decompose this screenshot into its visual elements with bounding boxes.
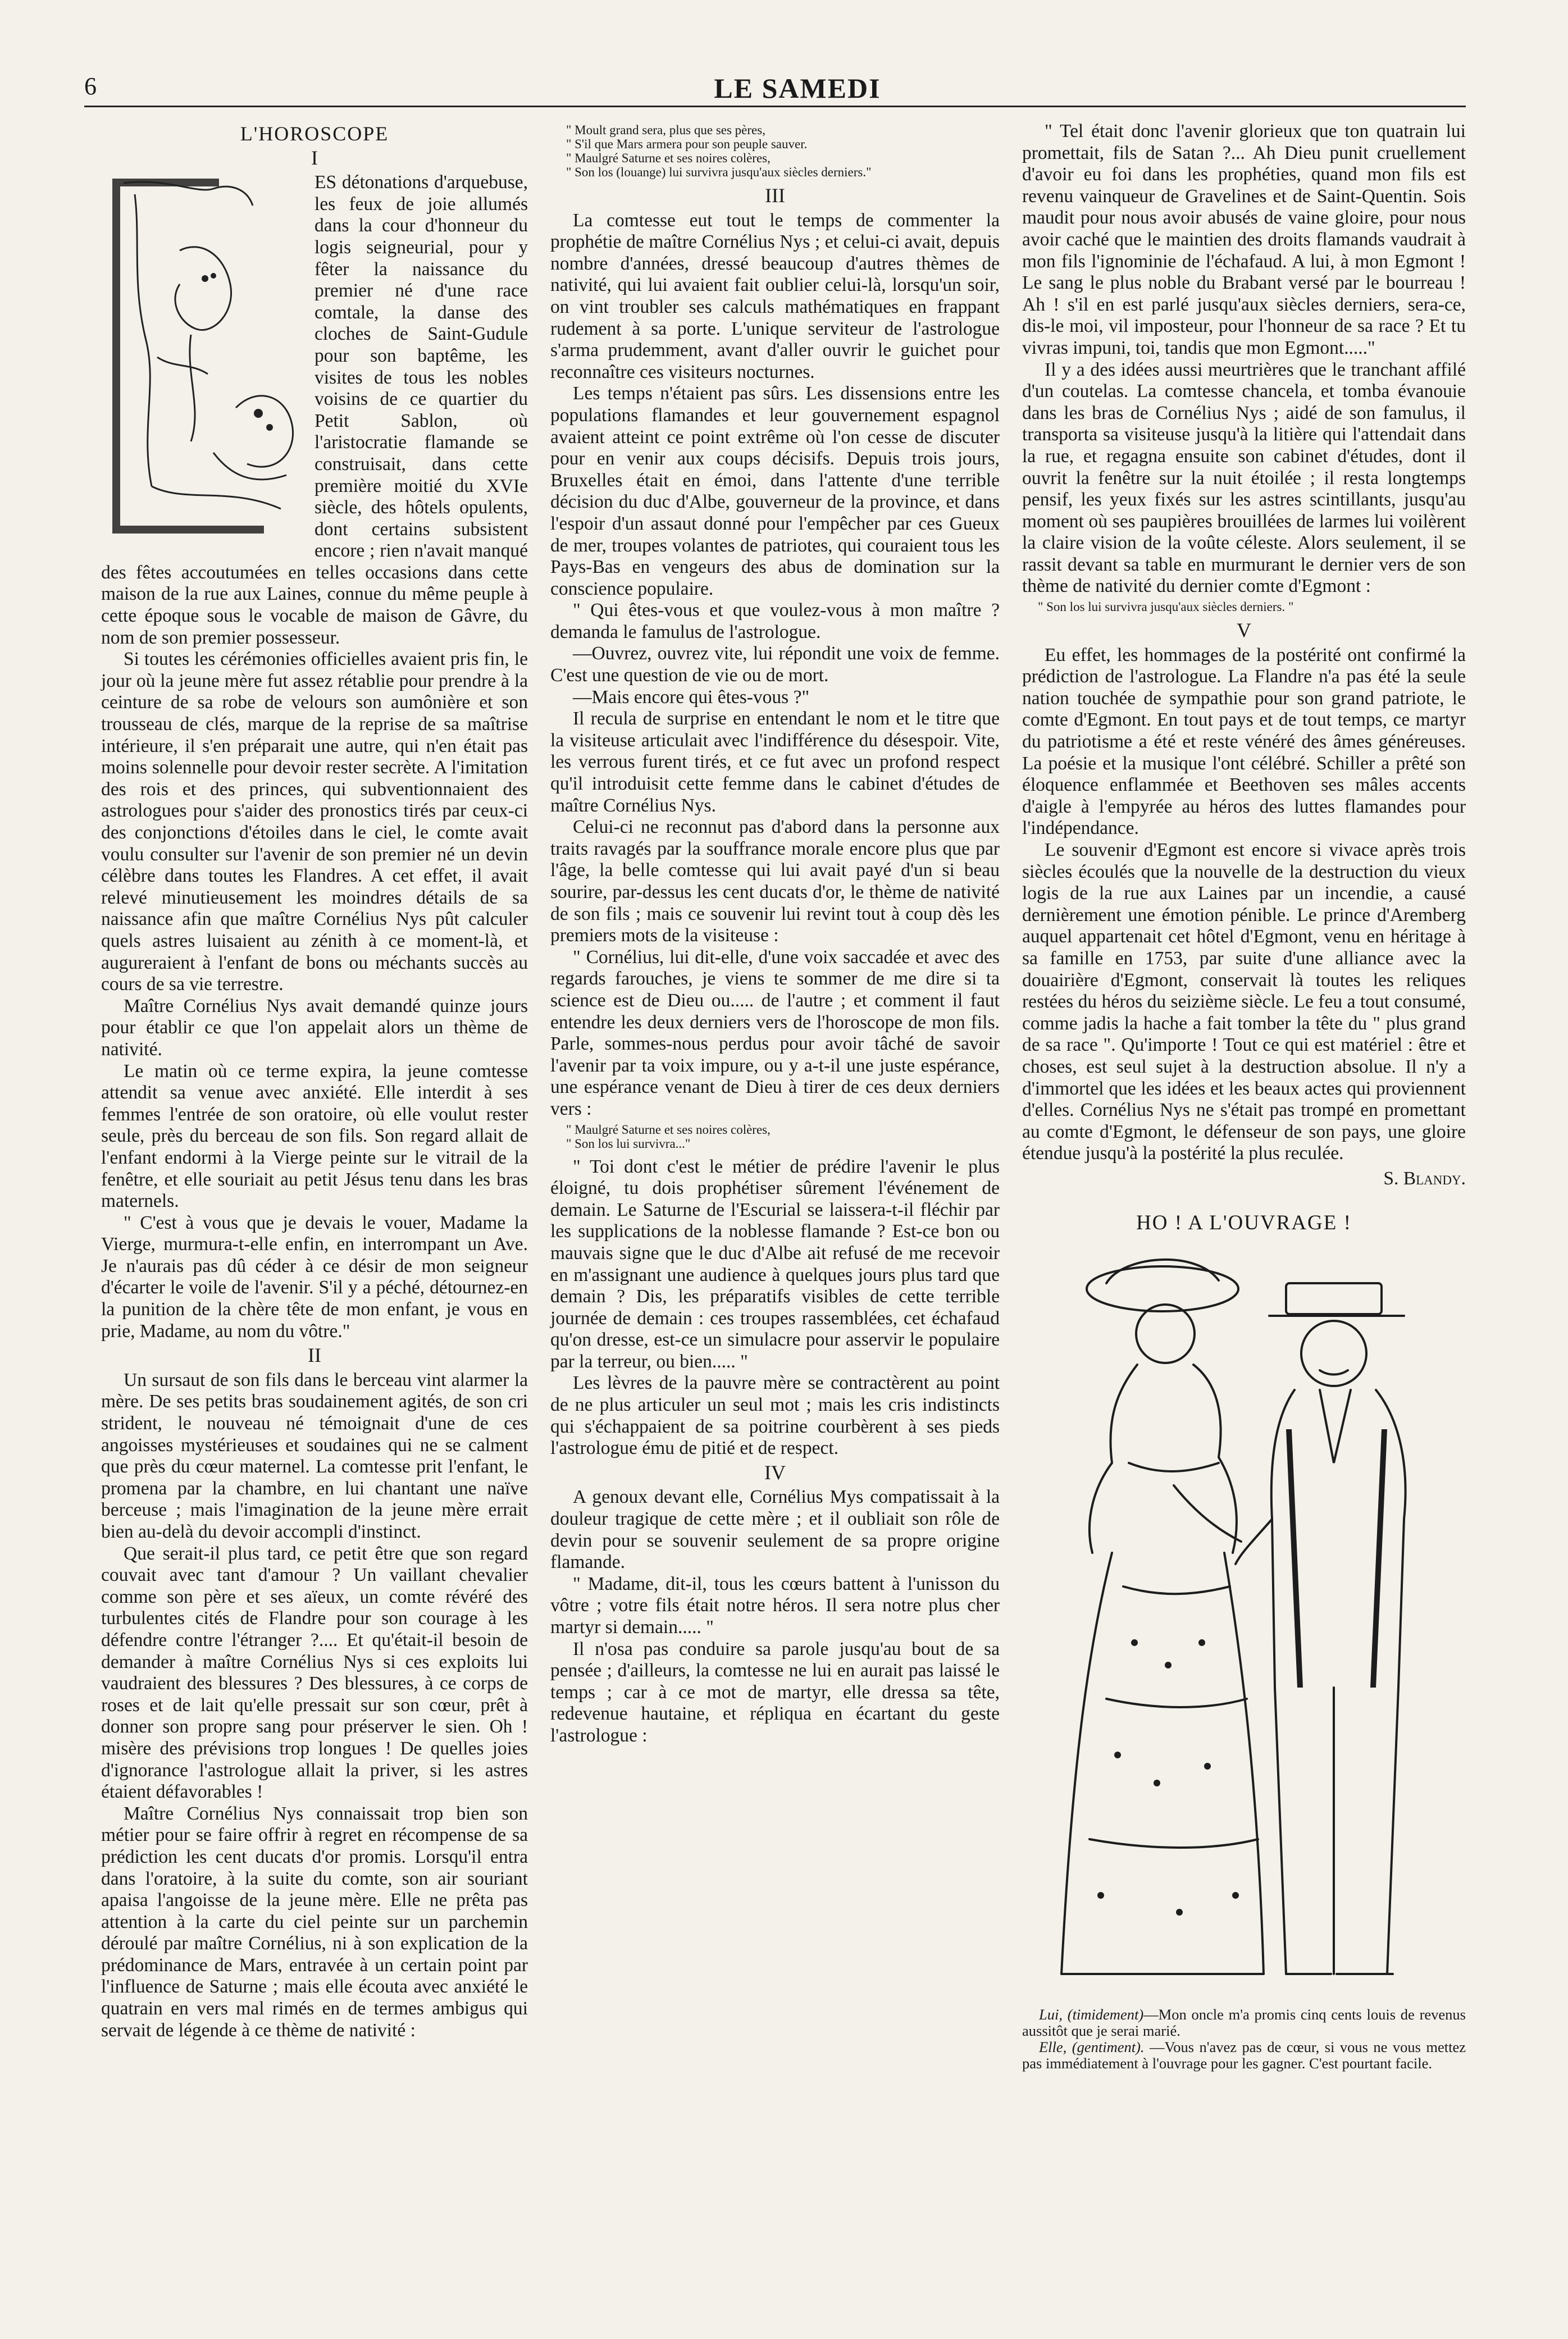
paragraph: —Mais encore qui êtes-vous ?"	[573, 686, 810, 708]
paragraph: " Toi dont c'est le métier de prédire l'avenir le plus éloigné, tu dois prophétiser sûrement l'événement de demain. Le Saturne de l'Escurial se laissera-t-il fléchir par les supplications de la noblesse flamande ? Est-ce bon ou mauvais signe que le duc d'Albe ait refusé de me recevoir en m'assignant une audience à quelques jours plus tard que demain ? Dis, les préparatifs visibles de cette terrible journée de demain : ces troupes rassemblées, cet échafaud qu'on dresse, est-ce un simulacre pour asservir le populaire par la terreur, ou bien..... "	[550, 1156, 1000, 1372]
paragraph: Il y a des idées aussi meurtrières que le tranchant affilé d'un coutelas. La comtesse chancela, et tomba évanouie dans les bras de Cornélius Nys ; aidé de son famulus, il transporta sa visiteuse jusqu'à la litière qui l'attendait dans la rue, et regagna ensuite son cabinet d'études, dont il ouvrit la fenêtre sur la nuit étoilée ; il resta longtemps pensif, les yeux fixés sur les astres scintillants, jusqu'au moment où ses paupières brouillées de larmes lui voilèrent la claire vision de la voûte céleste. Alors seulement, il se rassit devant sa table en murmurant le dernier vers de son thème de nativité du dernier comte d'Egmont :	[1022, 359, 1466, 597]
verse-final	[1038, 600, 1466, 614]
paragraph: " C'est à vous que je devais le vouer, Madame la Vierge, murmura-t-elle enfin, en interrompant un Ave. Je n'aurais pas dû céder à ce désir de mon seigneur d'écarter le voile de l'avenir. S'il y a péché, détournez-en la punition de la chère tête de mon enfant, je vous en prie, Madame, au nom du vôtre."	[101, 1212, 528, 1342]
column-2	[550, 121, 1000, 1747]
section-heading-2: II	[308, 1344, 321, 1367]
column-1	[101, 121, 528, 2041]
caption-line: —Mon oncle m'a promis cinq cents louis de revenus aussitôt que je serai marié.	[1022, 2006, 1466, 2040]
verse-line: " S'il que Mars armera pour son peuple sauver.	[566, 137, 808, 151]
paragraph: La comtesse eut tout le temps de commenter la prophétie de maître Cornélius Nys ; et celui-ci avait, depuis nombre d'années, dressé beaucoup d'autres thèmes de nativité, qui lui avaient fait oublier celui-là, lorsqu'un soir, on vint troubler ses calculs mathématiques en frappant rudement à sa porte. L'unique serviteur de l'astrologue s'arma prudemment, avant d'aller ouvrir le guichet pour reconnaître ces visiteurs nocturnes.	[550, 209, 1000, 382]
section-heading-3: III	[765, 184, 785, 207]
paragraph: Celui-ci ne reconnut pas d'abord dans la personne aux traits ravagés par la souffrance morale encore plus que par l'âge, la belle comtesse qui lui avait payé d'un si beau sourire, par-dessus les cent ducats d'or, le thème de nativité de son fils ; mais ce souvenir lui revint tout à coup dès les premiers mots de la visiteuse :	[550, 817, 1000, 946]
verse-line: " Maulgré Saturne et ses noires colères,	[566, 1122, 771, 1137]
cartoon-section	[1022, 1212, 1466, 2072]
paragraph: " Qui êtes-vous et que voulez-vous à mon maître ? demanda le famulus de l'astrologue.	[550, 600, 1000, 642]
paragraph: Il n'osa pas conduire sa parole jusqu'au bout de sa pensée ; d'ailleurs, la comtesse ne lui en aurait pas laissé le temps ; car à ce mot de martyr, elle dressa sa tête, redevenue hautaine, et répliqua en écartant du geste l'astrologue :	[550, 1638, 1000, 1746]
lead-block	[101, 172, 528, 649]
verse-couplet	[566, 1123, 1000, 1151]
page-number: 6	[84, 72, 97, 100]
section-heading-5: V	[1237, 619, 1251, 642]
masthead: LE SAMEDI	[714, 72, 881, 104]
signature: S. Blandy.	[1383, 1168, 1466, 1189]
paragraph: Le souvenir d'Egmont est encore si vivace après trois siècles écoulés que la nouvelle de la destruction du vieux logis de la rue aux Laines par un incendie, a causé dernièrement une émotion pénible. Le prince d'Aremberg auquel appartenait cet hôtel d'Egmont, venu en héritage à sa famille en 1753, par suite d'une alliance avec la douairière d'Egmont, conservait là toutes les reliques restées du héros du seizième siècle. Le feu a tout consumé, comme jadis la hache a fait tomber la tête du " plus grand de sa race ". Qu'importe ! Tout ce qui est matériel : être et choses, est seul sujet à la destruction absolue. Il n'y a d'immortel que les idées et les beaux actes qui proviennent d'elles. Cornélius Nys ne s'était pas trompé en promettant au comte d'Egmont, le défenseur de son pays, une gloire étendue jusqu'à la postérité la plus reculée.	[1022, 840, 1466, 1164]
paragraph: Il recula de surprise en entendant le nom et le titre que la visiteuse articulait avec l'indifférence du désespoir. Vite, les verrous furent tirés, et ce fut avec un profond respect qu'il introduisit cette femme dans le cabinet d'études de maître Cornélius Nys.	[550, 708, 1000, 816]
caption-speaker: Elle, (gentiment).	[1039, 2039, 1145, 2056]
verse-line: " Moult grand sera, plus que ses pères,	[566, 123, 765, 137]
paragraph: —Ouvrez, ouvrez vite, lui répondit une voix de femme. C'est une question de vie ou de mort.	[550, 643, 1000, 686]
verse-line: " Son los (louange) lui survivra jusqu'aux siècles derniers."	[566, 165, 872, 179]
caption-line: —Vous n'avez pas de cœur, si vous ne vous mettez pas immédiatement à l'ouvrage pour les gagner. C'est pourtant facile.	[1022, 2039, 1466, 2072]
paragraph: Maître Cornélius Nys connaissait trop bien son métier pour se faire offrir à regret en récompense de sa prédiction les cent ducats d'or promis. Lorsqu'il entra dans l'oratoire, à la suite du comte, son air souriant apaisa l'angoisse de la jeune mère. Elle ne prêta pas attention à la carte du ciel peinte sur un parchemin déroulé par maître Cornélius, ni à son explication de la prédominance de Mars, entravée à un certain point par l'influence de Saturne ; mais elle écouta avec anxiété le quatrain en vers mal rimés en de termes ambigus qui servait de légende à ce thème de nativité :	[101, 1803, 528, 2041]
paragraph: " Cornélius, lui dit-elle, d'une voix saccadée et avec des regards farouches, je viens te sommer de me dire si ta science est de Dieu ou..... de l'autre ; et comment il faut entendre les deux derniers vers de l'horoscope de mon fils. Parle, sommes-nous perdus pour avoir tâché de savoir l'avenir par ta voix impure, ou y a-t-il une juste espérance, une espérance venant de Dieu à tirer de ces deux derniers vers :	[550, 946, 1000, 1119]
paragraph: A genoux devant elle, Cornélius Mys compatissait à la douleur tragique de cette mère ; et il oubliait son rôle de devin pour se souvenir seulement de sa propre origine flamande.	[550, 1487, 1000, 1573]
article-title: L'HOROSCOPE	[240, 122, 389, 145]
verse-line: " Maulgré Saturne et ses noires colères,	[566, 151, 771, 165]
paragraph: Les lèvres de la pauvre mère se contractèrent au point de ne plus articuler un seul mot ; mais les cris indistincts qui s'échappaient de sa poitrine courbèrent à ses pieds l'astrologue ému de pitié et de respect.	[550, 1373, 1000, 1459]
paragraph: Si toutes les cérémonies officielles avaient pris fin, le jour où la jeune mère fut assez rétablie pour prendre à la ceinture de sa robe de velours son aumônière et son trousseau de clés, marque de la reprise de sa maîtrise intérieure, il s'en préparait une autre, qui n'en était pas moins solennelle pour devoir rester secrète. A l'imitation des rois et des princes, qui subventionnaient des astrologues pour s'aider des pronostics tirés par ceux-ci des conjonctions d'étoiles dans le ciel, le comte avait voulu consulter sur l'avenir de son premier né un devin célèbre dans toutes les Flandres. A cet effet, il avait relevé minutieusement les moindres détails de sa naissance afin que maître Cornélius Nys pût calculer quels astres luisaient au zénith à ce moment-là, et augureraient à l'enfant de bons ou méchants succès au cours de sa vie terrestre.	[101, 649, 528, 995]
paragraph: Que serait-il plus tard, ce petit être que son regard couvait avec tant d'amour ? Un vaillant chevalier comme son père et ses aïeux, un comte révéré des turbulentes cités de Flandre pour son courage à les défendre contre l'étranger ?.... Et qu'était-il besoin de demander à maître Cornélius Nys si ces exploits lui vaudraient des blessures ? Des blessures, à ce corps de roses et de lait qu'elle pressait sur son cœur, prêt à donner son propre sang pour préserver le sien. Oh ! misère des prévisions trop longues ! De quelles joies d'ignorance l'astrologue allait la priver, si les astres étaient défavorables !	[101, 1543, 528, 1803]
cartoon-title: HO ! A L'OUVRAGE !	[1136, 1211, 1352, 1234]
paragraph: Maître Cornélius Nys avait demandé quinze jours pour établir ce que l'on appelait alors un thème de nativité.	[101, 995, 528, 1060]
verse-line: " Son los lui survivra jusqu'aux siècles derniers. "	[1038, 600, 1294, 614]
paragraph: Un sursaut de son fils dans le berceau vint alarmer la mère. De ses petits bras soudainement agités, de son cri strident, le nouveau né témoignait d'une de ces angoisses mystérieuses et soudaines qui ne se calment que près du cœur maternel. La comtesse prit l'enfant, le promena par la chambre, en lui chantant une naïve berceuse ; mais l'imagination de la jeune mère errait bien au-delà du devoir accompli d'instinct.	[101, 1369, 528, 1542]
paragraph: ES détonations d'arquebuse, les feux de joie allumés dans la cour d'honneur du logis seigneurial, pour y fêter la naissance du premier né d'une race comtale, la danse des cloches de Saint-Gudule pour son baptême, les visites de tous les nobles voisins de ce quartier du Petit Sablon, où l'aristocratie flamande se construisait, dans cette première moitié du XVIe siècle, des hôtels opulents, dont certains subsistent encore ; rien n'avait manqué des fêtes accoutumées en telles occasions dans cette maison de la rue aux Laines, connue du même peuple à cette époque sous le vocable de maison de Gâvre, du nom de son premier possesseur.	[101, 172, 528, 648]
cartoon-caption	[1022, 2007, 1466, 2072]
paragraph: Le matin où ce terme expira, la jeune comtesse attendit sa venue avec anxiété. Elle interdit à ses femmes l'entrée de son oratoire, où elle voulut rester seule, près du berceau de son fils. Son regard allait de l'enfant endormi à la Vierge peinte sur le vitrail de la fenêtre, et elle souriait au petit Jésus tenu dans les bras maternels.	[101, 1060, 528, 1212]
paragraph: Eu effet, les hommages de la postérité ont confirmé la prédiction de l'astrologue. La Flandre n'a pas été la seule nation touchée de sympathie pour son grand patriote, le comte d'Egmont. En tout pays et de tout temps, ce martyr du patriotisme a été et reste vénéré des âmes généreuses. La poésie et la musique l'ont célébré. Schiller a prêté son éloquence enflammée et Beethoven ses mâles accents d'aigle à l'empyrée au héros des luttes flamandes pour l'indépendance.	[1022, 644, 1466, 839]
column-3	[1022, 121, 1466, 2072]
verse-line: " Son los lui survivra..."	[566, 1136, 691, 1151]
paragraph: " Madame, dit-il, tous les cœurs battent à l'unisson du vôtre ; votre fils était notre héros. Il sera notre plus cher martyr si demain..... "	[550, 1573, 1000, 1638]
verse-quatrain	[566, 123, 1000, 179]
section-heading-1: I	[311, 146, 318, 169]
paragraph: Les temps n'étaient pas sûrs. Les dissensions entre les populations flamandes et leur gouvernement espagnol avaient atteint ce point extrême où l'on cesse de discuter pour en venir aux coups décisifs. Depuis trois jours, Bruxelles était en émoi, dans l'attente d'une terrible décision du duc d'Albe, gouverneur de la province, et dans l'espoir d'un assaut donné pour l'empêcher par ces Gueux de mer, troupes volantes de patriotes, qui couraient tous les Pays-Bas en vengeurs des abus de domination sur la conscience populaire.	[550, 383, 1000, 599]
couple-illustration	[1039, 1250, 1449, 1996]
decorative-letter-l-icon	[101, 172, 310, 542]
caption-speaker: Lui, (timidement)	[1039, 2006, 1144, 2023]
drop-cap-illustration	[101, 172, 310, 542]
header-rule	[84, 106, 1466, 107]
paragraph: " Tel était donc l'avenir glorieux que ton quatrain lui promettait, fils de Satan ?... Ah Dieu punit cruellement d'avoir eu foi dans les prophéties, quand mon fils est revenu vainqueur de Gravelines et de Saint-Quentin. Sois maudit pour nous avoir abusés de vaine gloire, pour nous avoir caché que le maintien des droits flamands vaudrait à mon fils l'ignominie de l'échafaud. A lui, à mon Egmont ! Le sang le plus noble du Brabant versé par le bourreau ! Ah ! s'il en est parlé jusqu'aux siècles derniers, sera-ce, dis-le moi, vil imposteur, pour l'honneur de sa race ? Et tu vivras impuni, toi, tandis que mon Egmont....."	[1022, 121, 1466, 358]
section-heading-4: IV	[764, 1461, 786, 1484]
